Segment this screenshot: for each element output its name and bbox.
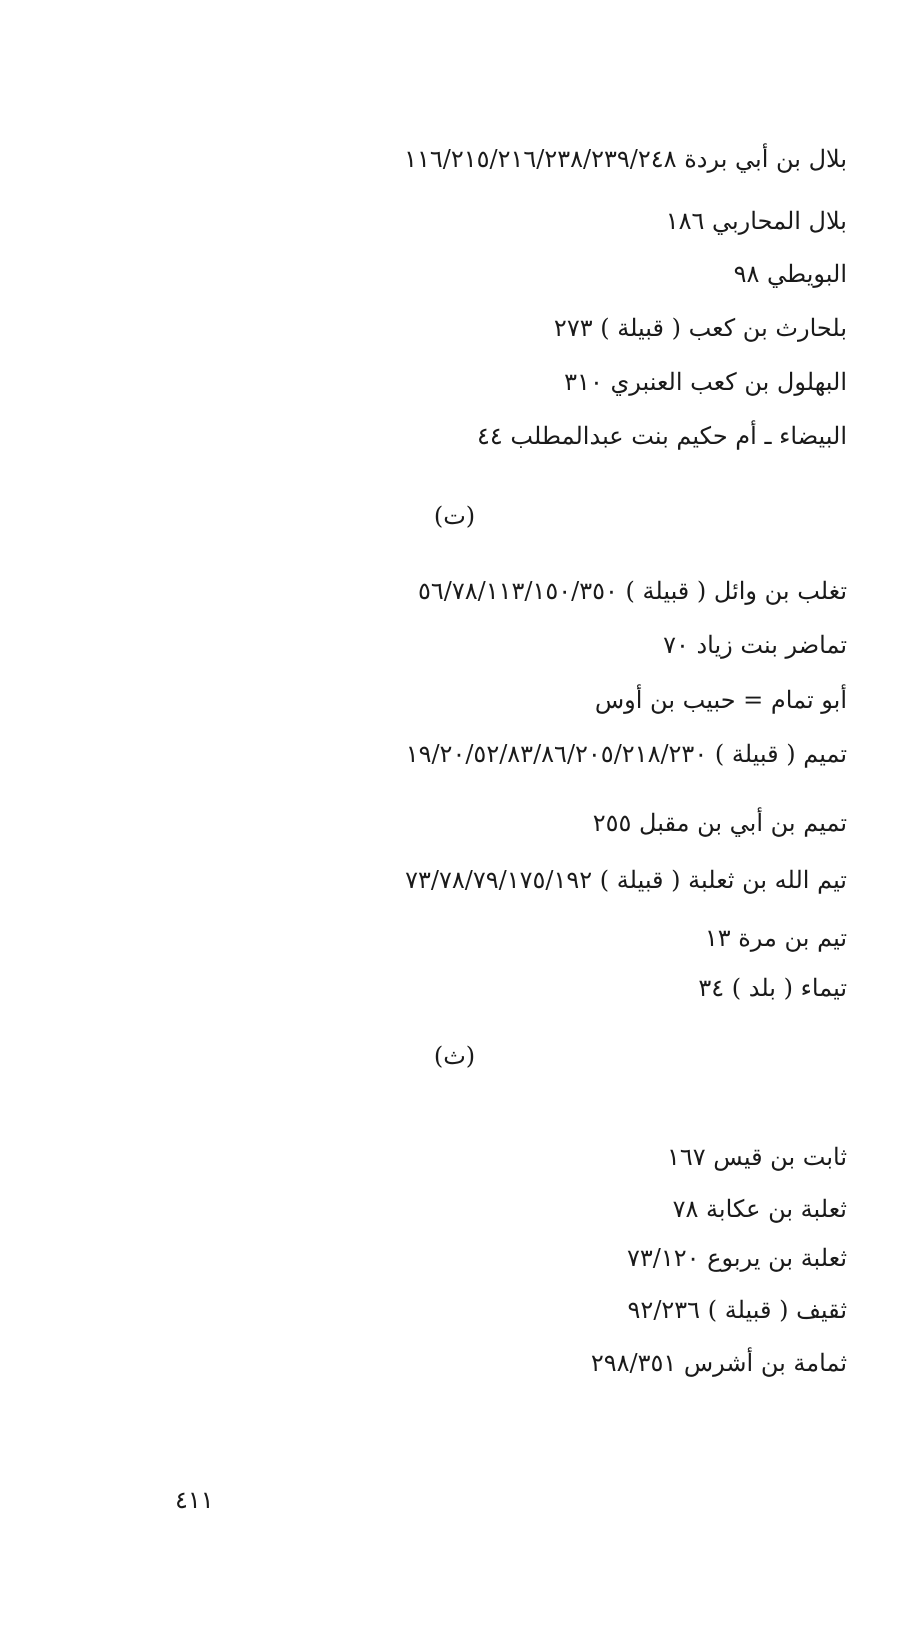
page-number: ٤١١ [175,1486,214,1514]
index-entry: تيماء ( بلد ) ٣٤ [698,974,847,1002]
index-entry: أبو تمام = حبيب بن أوس [594,686,847,714]
index-entry: ثابت بن قيس ١٦٧ [666,1143,847,1171]
index-entry: بلال المحاربي ١٨٦ [665,207,847,235]
index-entry: تيم بن مرة ١٣ [704,924,847,952]
index-entry: البيضاء ـ أم حكيم بنت عبدالمطلب ٤٤ [477,422,847,450]
index-entry: تماضر بنت زياد ٧٠ [663,631,847,659]
index-entry: تميم ( قبيلة ) ١٩/٢٠/٥٢/٨٣/٨٦/٢٠٥/٢١٨/٢٣٠ [405,740,847,768]
index-entry: البهلول بن كعب العنبري ٣١٠ [564,368,847,396]
section-heading-ta: (ت) [433,502,476,530]
index-entry: تيم الله بن ثعلبة ( قبيلة ) ٧٣/٧٨/٧٩/١٧٥/١٩٢ [405,866,847,894]
index-entry: بلال بن أبي بردة ١١٦/٢١٥/٢١٦/٢٣٨/٢٣٩/٢٤٨ [404,145,847,173]
index-entry: ثقيف ( قبيلة ) ٩٢/٢٣٦ [627,1296,847,1324]
index-entry: بلحارث بن كعب ( قبيلة ) ٢٧٣ [553,314,847,342]
section-heading-tha: (ث) [433,1042,476,1070]
index-entry: تغلب بن وائل ( قبيلة ) ٥٦/٧٨/١١٣/١٥٠/٣٥٠ [417,577,847,605]
index-entry: البويطي ٩٨ [733,260,847,288]
index-entry: تميم بن أبي بن مقبل ٢٥٥ [592,809,847,837]
index-entry: ثمامة بن أشرس ٢٩٨/٣٥١ [590,1349,847,1377]
index-entry: ثعلبة بن يربوع ٧٣/١٢٠ [626,1244,847,1272]
index-entry: ثعلبة بن عكابة ٧٨ [672,1195,847,1223]
